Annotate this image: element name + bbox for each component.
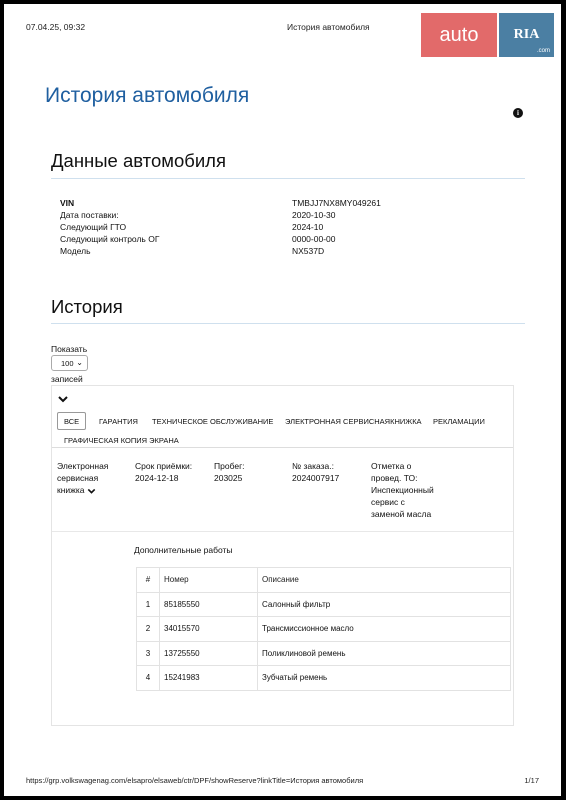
column-header: Описание (258, 568, 511, 593)
part-description: Трансмиссионное масло (258, 617, 511, 642)
tab-screen-copy[interactable]: ГРАФИЧЕСКАЯ КОПИЯ ЭКРАНА (64, 435, 179, 445)
note-line: Отметка о (371, 461, 412, 471)
note-line: провед. ТО: (371, 473, 418, 483)
info-icon[interactable]: i (513, 108, 523, 118)
vehicle-label: Модель (60, 246, 91, 256)
vehicle-data-list (60, 197, 460, 257)
column-header: Номер (160, 568, 258, 593)
tabs-divider (52, 447, 513, 448)
part-description: Зубчатый ремень (258, 666, 511, 691)
vehicle-data-title: Данные автомобиля (51, 150, 226, 171)
record-divider (52, 531, 513, 532)
table-row (137, 666, 511, 691)
mileage-value: 203025 (214, 473, 243, 483)
acceptance-value: 2024-12-18 (135, 473, 179, 483)
table-header-row (137, 568, 511, 593)
autoria-logo (421, 13, 554, 57)
part-number: 15241983 (160, 666, 258, 691)
tab-all[interactable]: ВСЕ (57, 412, 86, 430)
part-number: 13725550 (160, 641, 258, 666)
note-line: сервис с (371, 497, 405, 507)
page-title: История автомобиля (45, 84, 250, 107)
part-number: 34015570 (160, 617, 258, 642)
record-type-line: Электронная (57, 461, 109, 471)
part-number: 85185550 (160, 592, 258, 617)
vehicle-label: VIN (60, 198, 75, 208)
table-row (137, 592, 511, 617)
vehicle-row (60, 209, 460, 221)
acceptance-label: Срок приёмки: (135, 461, 193, 471)
logo-com: .com (536, 48, 550, 54)
vehicle-label: Дата поставки: (60, 210, 119, 220)
logo-ria-text: RIA (513, 27, 540, 42)
part-description: Поликлиновой ремень (258, 641, 511, 666)
vehicle-row (60, 233, 460, 245)
logo-ria (499, 13, 554, 57)
vehicle-value: NX537D (292, 246, 325, 256)
print-doc-title: История автомобиля (287, 22, 370, 32)
vehicle-value: 2024-10 (292, 222, 324, 232)
print-url: https://grp.volkswagenag.com/elsapro/elsaweb/ctr/DPF/showReserve?linkTitle=История автомобиля (26, 776, 364, 785)
logo-auto: auto (421, 13, 497, 57)
entries-per-page-select[interactable] (51, 355, 88, 371)
order-value: 2024007917 (292, 473, 340, 483)
record-order (292, 460, 339, 484)
history-title: История (51, 296, 123, 317)
tab-electronic-service-book[interactable]: ЭЛЕКТРОННАЯ СЕРВИСНАЯКНИЖКА (285, 416, 422, 426)
vehicle-row (60, 197, 460, 209)
tab-warranty[interactable]: ГАРАНТИЯ (99, 416, 138, 426)
record-type-line: сервисная (57, 473, 99, 483)
record-type-line: книжка (57, 484, 108, 496)
part-description: Салонный фильтр (258, 592, 511, 617)
note-line: заменой масла (371, 509, 432, 519)
vehicle-value: 0000-00-00 (292, 234, 336, 244)
chevron-down-icon: ⌄ (76, 358, 83, 367)
chevron-down-icon[interactable] (87, 487, 96, 495)
tab-complaints[interactable]: РЕКЛАМАЦИИ (433, 416, 485, 426)
extra-works-title: Дополнительные работы (134, 545, 233, 555)
record-mileage (214, 460, 245, 484)
row-index: 2 (137, 617, 160, 642)
mileage-label: Пробег: (214, 461, 245, 471)
section-divider (51, 178, 525, 179)
vehicle-value: TMBJJ7NX8MY049261 (292, 198, 381, 208)
history-panel (51, 385, 514, 726)
vehicle-label: Следующий ГТО (60, 222, 127, 232)
show-entries-suffix: записей (51, 374, 83, 384)
print-date: 07.04.25, 09:32 (26, 22, 86, 32)
note-line: Инспекционный (371, 485, 434, 495)
row-index: 3 (137, 641, 160, 666)
vehicle-row (60, 245, 460, 257)
extra-works-table (136, 567, 511, 691)
column-header: # (137, 568, 160, 593)
row-index: 1 (137, 592, 160, 617)
vehicle-label: Следующий контроль ОГ (60, 234, 160, 244)
print-page (4, 4, 561, 796)
record-acceptance (135, 460, 192, 484)
section-divider (51, 323, 525, 324)
record-note (371, 460, 434, 520)
record-type[interactable] (57, 460, 108, 496)
table-row (137, 641, 511, 666)
chevron-down-icon[interactable] (58, 394, 68, 404)
row-index: 4 (137, 666, 160, 691)
tab-maintenance[interactable]: ТЕХНИЧЕСКОЕ ОБСЛУЖИВАНИЕ (152, 416, 274, 426)
order-label: № заказа.: (292, 461, 334, 471)
table-row (137, 617, 511, 642)
vehicle-row (60, 221, 460, 233)
show-entries-label: Показать (51, 344, 88, 354)
entries-per-page-value: 100 (61, 358, 74, 368)
vehicle-value: 2020-10-30 (292, 210, 336, 220)
page-number: 1/17 (524, 776, 539, 785)
